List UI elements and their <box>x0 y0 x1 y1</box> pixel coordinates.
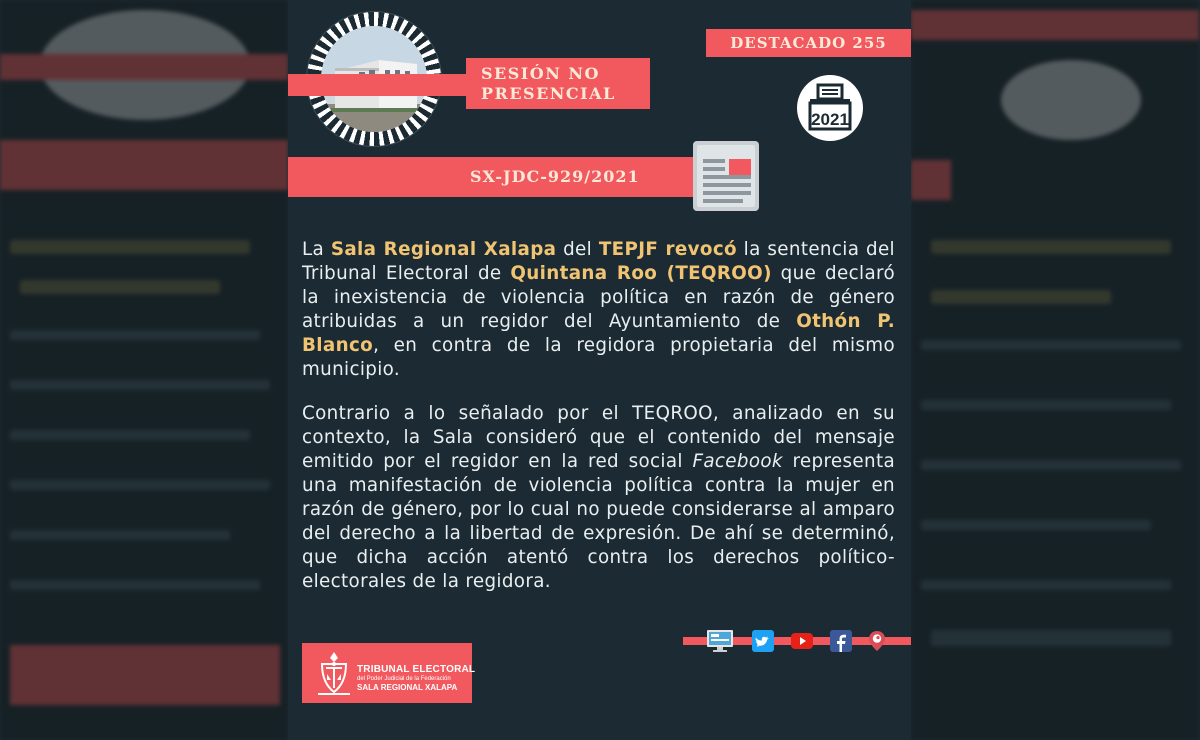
highlight-sala-regional: Sala Regional Xalapa <box>330 239 557 260</box>
blurred-background-left <box>0 0 288 740</box>
session-label-line1: SESIÓN NO <box>481 64 600 83</box>
text-span: la sentencia del Tribunal Electoral de <box>302 239 895 284</box>
logo-region: SALA REGIONAL XALAPA <box>357 683 458 692</box>
accent-bar-top <box>288 74 466 96</box>
logo-subtitle: del Poder Judicial de la Federación <box>357 676 451 682</box>
ballot-box-2021-icon <box>797 75 863 141</box>
text-span: representa una manifestación de violencia política contra la mujer en razón de género, por lo cual no puede considerarse al amparo del derecho a la libertad de expresión. De ahí se determinó, que dicha acción atentó contra los derechos político-electorales de la regidora. <box>302 451 896 592</box>
text-span: , en contra de la regidora propietaria del mismo municipio. <box>302 335 895 380</box>
italic-facebook: Facebook <box>692 451 783 472</box>
logo-title: TRIBUNAL ELECTORAL <box>357 664 476 675</box>
session-label <box>481 64 641 104</box>
article-body <box>302 238 895 614</box>
periscope-icon[interactable] <box>865 629 889 653</box>
highlight-othon-blanco: Othón P. Blanco <box>302 311 895 356</box>
paragraph-1 <box>302 238 895 382</box>
highlight-quintana-roo: Quintana Roo (TEQROO) <box>510 263 772 284</box>
twitter-icon[interactable] <box>751 629 775 653</box>
paragraph-2 <box>302 402 895 594</box>
text-span: Contrario a lo señalado por el TEQROO, analizado en su contexto, la Sala consideró que el contenido del mensaje emitido por el regidor en la red social <box>302 403 895 472</box>
youtube-icon[interactable] <box>790 629 814 653</box>
facebook-icon[interactable] <box>829 629 853 653</box>
website-icon[interactable] <box>706 629 734 653</box>
text-span: La <box>302 239 331 260</box>
blurred-background-right <box>911 0 1199 740</box>
case-number: SX-JDC-929/2021 <box>470 167 640 186</box>
text-span: del <box>556 239 599 260</box>
newspaper-icon <box>689 139 762 212</box>
tribunal-emblem-icon <box>314 650 354 696</box>
highlight-tepjf: TEPJF revocó <box>598 239 737 260</box>
destacado-label: DESTACADO 255 <box>730 34 887 52</box>
session-label-line2: PRESENCIAL <box>481 84 616 103</box>
year-badge-text: 2021 <box>811 110 849 129</box>
text-span: que declaró la inexistencia de violencia política en razón de género atribuidas a un regidor del Ayuntamiento de <box>302 263 895 332</box>
